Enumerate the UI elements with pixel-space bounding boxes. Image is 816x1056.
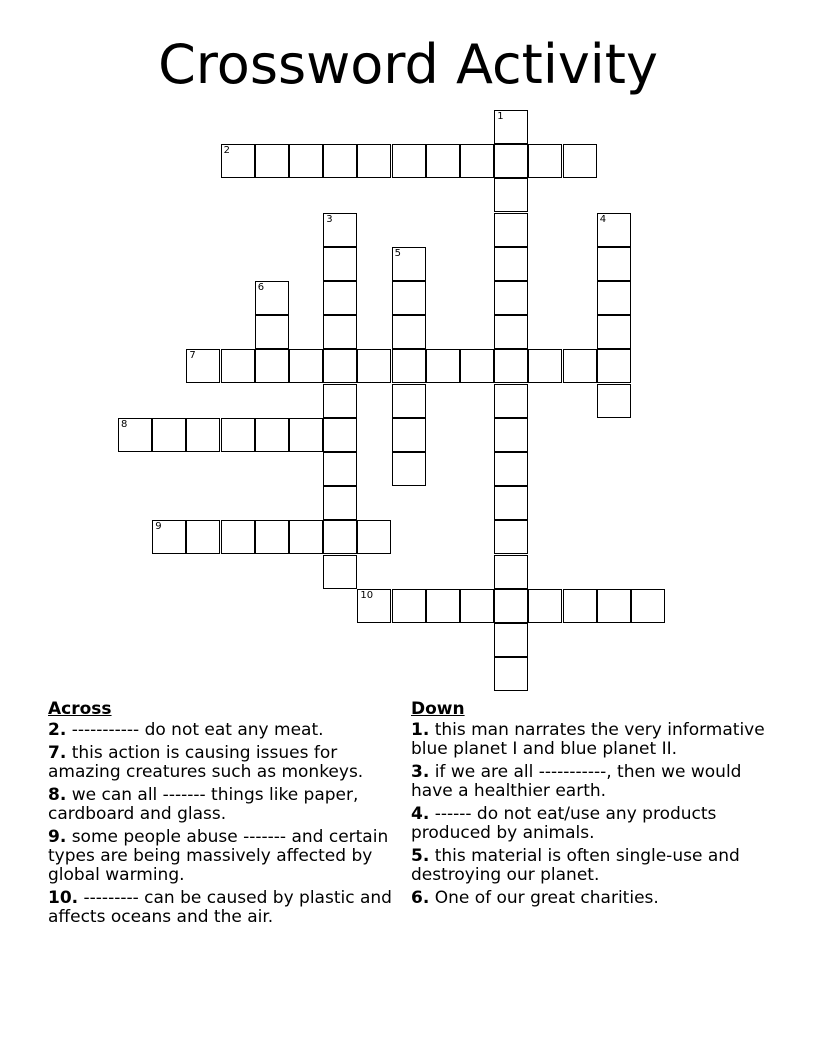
- grid-cell[interactable]: [631, 589, 665, 623]
- grid-cell[interactable]: [597, 589, 631, 623]
- grid-cell[interactable]: [357, 144, 391, 178]
- clue-text: this man narrates the very informative blue planet I and blue planet II.: [411, 720, 765, 759]
- grid-cell[interactable]: [255, 418, 289, 452]
- grid-cell[interactable]: [460, 589, 494, 623]
- grid-cell[interactable]: [528, 144, 562, 178]
- grid-cell[interactable]: [323, 520, 357, 554]
- across-clues: [48, 700, 408, 931]
- grid-cell[interactable]: [494, 384, 528, 418]
- grid-cell[interactable]: [118, 418, 152, 452]
- clue-text: if we are all -----------, then we would have a healthier earth.: [411, 762, 742, 801]
- clue-text: some people abuse ------- and certain types are being massively affected by global warming.: [48, 827, 389, 885]
- grid-cell[interactable]: [221, 144, 255, 178]
- clue-number: 8.: [48, 785, 67, 805]
- grid-cell[interactable]: [323, 144, 357, 178]
- grid-cell[interactable]: [494, 178, 528, 212]
- clue-number: 1.: [411, 720, 430, 740]
- grid-cell[interactable]: [494, 589, 528, 623]
- across-clue-9: [48, 828, 408, 885]
- grid-cell[interactable]: [323, 555, 357, 589]
- clue-text: ------ do not eat/use any products produced by animals.: [411, 804, 717, 843]
- grid-cell[interactable]: [221, 418, 255, 452]
- grid-cell[interactable]: [460, 144, 494, 178]
- grid-cell[interactable]: [494, 281, 528, 315]
- grid-cell[interactable]: [289, 520, 323, 554]
- clue-number-label: 4: [599, 213, 607, 225]
- grid-cell[interactable]: [392, 349, 426, 383]
- clue-number-label: 2: [223, 145, 230, 157]
- grid-cell[interactable]: [494, 315, 528, 349]
- grid-cell[interactable]: [392, 144, 426, 178]
- grid-cell[interactable]: [494, 486, 528, 520]
- grid-cell[interactable]: [289, 144, 323, 178]
- grid-cell[interactable]: [563, 589, 597, 623]
- across-clue-2: [48, 721, 408, 740]
- grid-cell[interactable]: [255, 520, 289, 554]
- grid-cell[interactable]: [494, 349, 528, 383]
- grid-cell[interactable]: [357, 589, 391, 623]
- grid-cell[interactable]: [221, 349, 255, 383]
- down-heading: Down: [411, 699, 465, 719]
- grid-cell[interactable]: [289, 418, 323, 452]
- grid-cell[interactable]: [186, 349, 220, 383]
- down-clue-1: [411, 721, 771, 759]
- grid-cell[interactable]: [221, 520, 255, 554]
- grid-cell[interactable]: [357, 520, 391, 554]
- grid-cell[interactable]: [494, 555, 528, 589]
- grid-cell[interactable]: [323, 247, 357, 281]
- grid-cell[interactable]: [289, 349, 323, 383]
- grid-cell[interactable]: [494, 657, 528, 691]
- clue-number-label: 6: [257, 282, 265, 293]
- grid-cell[interactable]: [255, 281, 289, 315]
- clue-text: --------- can be caused by plastic and affects oceans and the air.: [48, 888, 392, 927]
- grid-cell[interactable]: [255, 144, 289, 178]
- across-heading: Across: [48, 699, 112, 719]
- grid-cell[interactable]: [323, 418, 357, 452]
- grid-cell[interactable]: [494, 213, 528, 247]
- grid-cell[interactable]: [426, 589, 460, 623]
- clue-number: 6.: [411, 888, 430, 908]
- clue-text: One of our great charities.: [434, 888, 659, 908]
- grid-cell[interactable]: [494, 418, 528, 452]
- grid-cell[interactable]: [528, 589, 562, 623]
- grid-cell[interactable]: [426, 349, 460, 383]
- grid-cell[interactable]: [323, 486, 357, 520]
- clue-number-label: 10: [360, 589, 374, 601]
- down-clues: [411, 700, 771, 912]
- grid-cell[interactable]: [392, 418, 426, 452]
- grid-cell[interactable]: [460, 349, 494, 383]
- grid-cell[interactable]: [426, 144, 460, 178]
- clue-number: 9.: [48, 827, 67, 847]
- grid-cell[interactable]: [186, 520, 220, 554]
- clue-text: we can all ------- things like paper, cardboard and glass.: [48, 785, 359, 824]
- clue-number-label: 5: [394, 247, 401, 259]
- grid-cell[interactable]: [323, 452, 357, 486]
- grid-cell[interactable]: [494, 452, 528, 486]
- clue-number: 3.: [411, 762, 430, 782]
- down-clue-5: [411, 847, 771, 885]
- grid-cell[interactable]: [323, 384, 357, 418]
- grid-cell[interactable]: [597, 213, 631, 247]
- clue-number: 2.: [48, 720, 67, 740]
- clue-number-label: 3: [326, 213, 333, 225]
- grid-cell[interactable]: [494, 110, 528, 144]
- down-clue-4: [411, 805, 771, 843]
- grid-cell[interactable]: [597, 247, 631, 281]
- grid-cell[interactable]: [597, 281, 631, 315]
- grid-cell[interactable]: [152, 418, 186, 452]
- clue-number: 10.: [48, 888, 79, 908]
- across-clue-7: [48, 744, 408, 782]
- grid-cell[interactable]: [392, 589, 426, 623]
- grid-cell[interactable]: [255, 349, 289, 383]
- grid-cell[interactable]: [494, 144, 528, 178]
- grid-cell[interactable]: [323, 213, 357, 247]
- grid-cell[interactable]: [392, 452, 426, 486]
- clue-text: ----------- do not eat any meat.: [71, 720, 324, 740]
- grid-cell[interactable]: [392, 315, 426, 349]
- grid-cell[interactable]: [563, 144, 597, 178]
- down-clue-3: [411, 763, 771, 801]
- grid-cell[interactable]: [528, 349, 562, 383]
- grid-cell[interactable]: [323, 349, 357, 383]
- clue-number: 4.: [411, 804, 430, 824]
- clue-number: 7.: [48, 743, 67, 763]
- grid-cell[interactable]: [357, 349, 391, 383]
- clue-text: this material is often single-use and destroying our planet.: [411, 846, 740, 885]
- clue-number-label: 7: [189, 350, 196, 362]
- grid-cell[interactable]: [494, 520, 528, 554]
- across-clue-10: [48, 889, 408, 927]
- grid-cell[interactable]: [563, 349, 597, 383]
- grid-cell[interactable]: [597, 349, 631, 383]
- grid-cell[interactable]: [494, 247, 528, 281]
- down-clue-6: [411, 889, 771, 908]
- clue-number: 5.: [411, 846, 430, 866]
- grid-cell[interactable]: [494, 623, 528, 657]
- grid-cell[interactable]: [255, 315, 289, 349]
- clue-number-label: 8: [121, 418, 128, 430]
- grid-cell[interactable]: [323, 281, 357, 315]
- clue-number-label: 1: [497, 111, 504, 122]
- page-title: Crossword Activity: [158, 33, 658, 96]
- grid-cell[interactable]: [392, 247, 426, 281]
- grid-cell[interactable]: [152, 520, 186, 554]
- grid-cell[interactable]: [392, 281, 426, 315]
- grid-cell[interactable]: [597, 384, 631, 418]
- across-clue-8: [48, 786, 408, 824]
- clue-number-label: 9: [155, 521, 162, 533]
- grid-cell[interactable]: [392, 384, 426, 418]
- clue-text: this action is causing issues for amazing creatures such as monkeys.: [48, 743, 364, 782]
- grid-cell[interactable]: [323, 315, 357, 349]
- grid-cell[interactable]: [186, 418, 220, 452]
- grid-cell[interactable]: [597, 315, 631, 349]
